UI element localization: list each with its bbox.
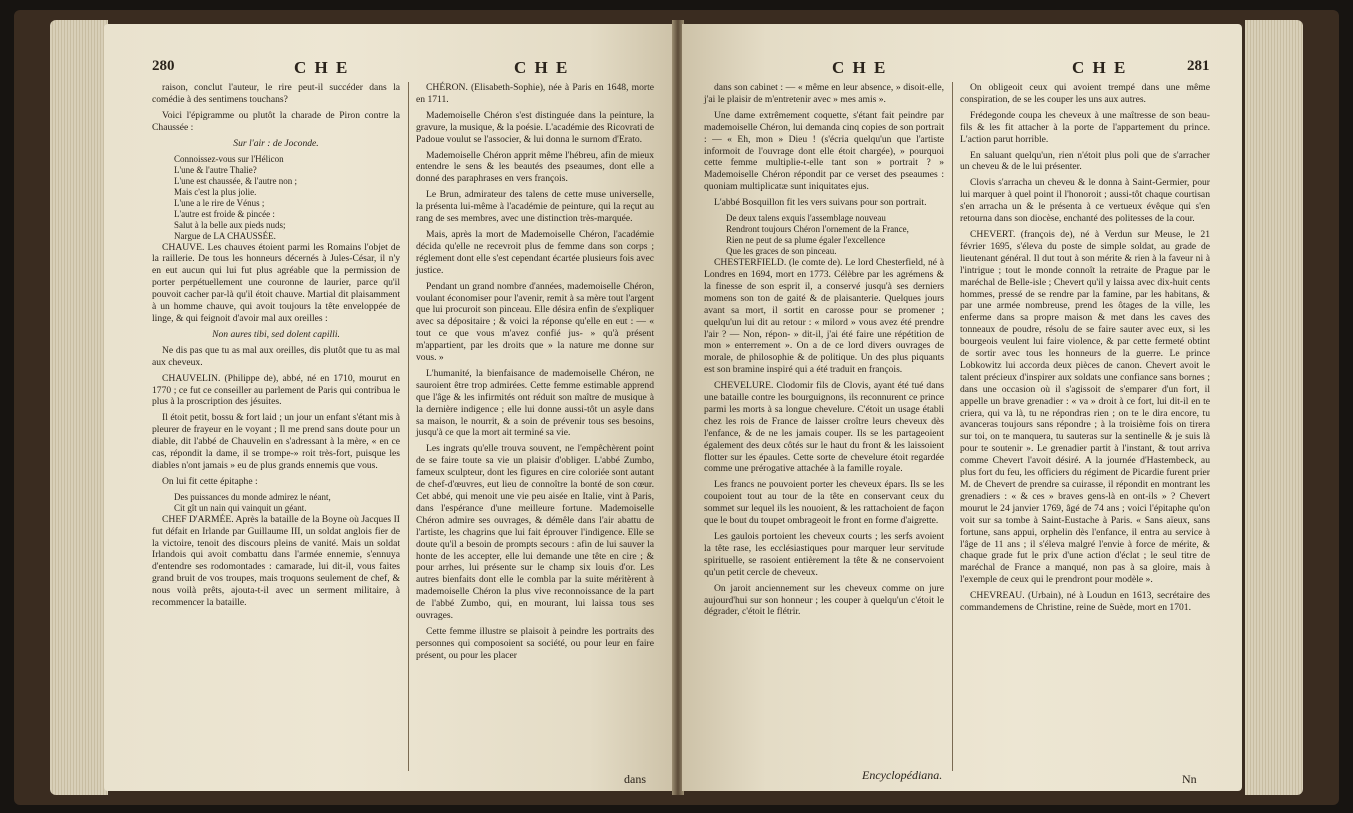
paragraph: CHEF D'ARMÉE. Après la bataille de la Boyne où Jacques II fut défait en Irlande par Guillaume III, un soldat anglois fier de la victoire, tenoit des discours pleins de vanité. Mais un soldat Irlandois qui avoit combattu dans l'armée ennemie, s'ennuya d'entendre ses rodomontades : camarade, lui dit-il, vous faites grand bruit de vos troupes, mais troquons seulement de chef, & nous voilà prêts, ajouta-t-il avec un serment militaire, à recommencer la bataille. [152, 513, 400, 609]
running-head: C H E [832, 58, 888, 77]
paragraph: De deux talens exquis l'assemblage nouveau [726, 213, 886, 224]
column-rule [952, 82, 953, 771]
paragraph: L'une & l'autre Thalie? [174, 164, 257, 175]
paragraph: Sur l'air : de Joconde. [233, 137, 319, 149]
paragraph: Voici l'épigramme ou plutôt la charade de Piron contre la Chaussée : [152, 109, 400, 133]
left-page [104, 24, 674, 791]
paragraph: On lui fit cette épitaphe : [162, 475, 258, 487]
paragraph: Que les graces de son pinceau. [726, 246, 837, 257]
running-head: C H E [1072, 58, 1128, 77]
paragraph: CHEVELURE. Clodomir fils de Clovis, ayant été tué dans une bataille contre les bourguignons, ils reconnurent ce prince parmi les morts à sa longue chevelure. C'étoit un usage établi chez les rois de France de laisser croître leurs cheveux dès l'enfance, & de ne les jamais couper. Ils se les partageoient également des deux côtés sur le haut du front & les laissoient flotter sur les épaules. Cette sorte de chevelure étoit regardée comme une prérogative attachée à la famille royale. [704, 380, 944, 475]
paragraph: Ne dis pas que tu as mal aux oreilles, dis plutôt que tu as mal aux cheveux. [152, 344, 400, 368]
paragraph: Il étoit petit, bossu & fort laid ; un jour un enfant s'étant mis à pleurer de frayeur en le voyant ; Il me prend sans doute pour un diable, dit l'abbé de Chauvelin en s'adressant à la mère, « en ce cas, répondit la dame, il se trompe-» roit très-fort, puisque les diables n'ont jamais » eu de plus grands ennemis que vous. [152, 412, 400, 471]
paragraph: Les ingrats qu'elle trouva souvent, ne l'empêchèrent point de se faire toute sa vie un plaisir d'obliger. L'abbé Zumbo, fameux sculpteur, dont les figures en cire coloriée sont autant de chef-d'œuvres, eut lieu de connoître la bonté de son cœur. Cet abbé, qui menoit une vie peu aisée en Italie, vint à Paris, dans l'espérance d'une meilleure fortune. Mademoiselle Chéron admire ses ouvrages, & démêle dans l'air abattu de l'artiste, les chagrins que lui fait éprouver l'indigence. Elle se doute qu'il a besoin de prompts secours : afin de lui sauver la honte de les accepter, elle lui demande une tête en cire ; & pour arrhes, lui présente sur le champ six louis d'or. Les autres bienfaits dont elle le combla par la suite méritèrent à mademoiselle Chéron la plus vive reconnoissance de la part de l'abbé Zumbo, qui, en mourant, lui laissa tous ses ouvrages. [416, 443, 654, 622]
paragraph: Pendant un grand nombre d'années, mademoiselle Chéron, voulant économiser pour l'avenir, remit à sa mère tout l'argent que lui procuroit son pinceau. Elle désira enfin de s'expliquer avec sa dépositaire ; & voici la réponse qu'elle en eut : — « tout ce que vous m'avez confié jus- » qu'à présent m'appartient, par les droits que » la nature me donne sur vous. » [416, 280, 654, 364]
running-head: C H E [514, 58, 570, 77]
paragraph: Mademoiselle Chéron s'est distinguée dans la peinture, la gravure, la musique, & la poésie. L'académie des Ricovrati de Padoue voulut se l'associer, & lui donna le surnom d'Erato. [416, 109, 654, 145]
paragraph: Une dame extrêmement coquette, s'étant fait peindre par mademoiselle Chéron, lui demanda cinq copies de son portrait : — « Eh, mon » Dieu ! (s'écria quelqu'un que l'artiste informoit de l'ouvrage dont elle étoit chargée), » pourquoi cette femme multiplie-t-elle tant son » portrait ? » Mademoiselle Chéron répondit par ce verset des pseaumes : quoniam multiplicatæ sunt iniquitates ejus. [704, 109, 944, 193]
text-column [960, 82, 1210, 618]
paragraph: CHÉRON. (Elisabeth-Sophie), née à Paris en 1648, morte en 1711. [416, 82, 654, 105]
paragraph: L'une a le rire de Vénus ; [174, 197, 265, 208]
paragraph: Mais, après la mort de Mademoiselle Chéron, l'académie décida qu'elle ne recevroit plus de femme dans son corps ; réglement dont elle s'est cependant écartée plusieurs fois avec justice. [416, 228, 654, 276]
paragraph: Rien ne peut de sa plume égaler l'excellence [726, 235, 886, 246]
paragraph: L'abbé Bosquillon fit les vers suivans pour son portrait. [714, 197, 927, 209]
paragraph: dans son cabinet : — « même en leur absence, » disoit-elle, j'ai le plaisir de m'entretenir avec » mes amis ». [704, 82, 944, 105]
paragraph: Des puissances du monde admirez le néant, [174, 491, 331, 502]
paragraph: Nargue de LA CHAUSSÉE. [174, 230, 276, 241]
paragraph: L'autre est froide & pincée : [174, 208, 275, 219]
paragraph: Cit gît un nain qui vainquit un géant. [174, 502, 307, 513]
paragraph: On jaroit anciennement sur les cheveux comme on jure aujourd'hui sur son honneur ; les couper à quelqu'un c'étoit le dégrader, c'étoit le flétrir. [704, 582, 944, 618]
paragraph: CHEVERT. (françois de), né à Verdun sur Meuse, le 21 février 1695, s'éleva du poste de simple soldat, au grade de lieutenant général. Il dut tout à son mérite & rien à la faveur ni à l'intrigue ; tout le monde connoît la retraite de Prague par le maréchal de Belle-isle ; Chevert qu'il y laissa avec dix-huit cents hommes, pressé de se rendre par la famine, par les habitans, & par une armée nombreuse, prend les ôtages de la ville, les enferme dans sa propre maison & met dans les caves des tonneaux de poudre, résolu de se faire sauter avec eux, si les bourgeois veulent lui faire violence, & par cette fermeté obtint de sortir avec tous les honneurs de la guerre. Le prince Lobkowitz lui accorda deux pièces de canon. Chevert avoit le talent précieux d'inspirer aux soldats une confiance sans bornes ; dans une occasion où il s'agissoit de s'emparer d'un fort, il appelle un brave grenadier : « va » droit à ce fort, lui dit-il en te criera, qui va là, tu ne répondras rien ; on te le dira encore, tu avanceras toujours sans répondre ; à la troisième fois on tirera sur toi, on te manquera, tu sauteras sur la sentinelle & je suis là pour te soutenir ». Le grenadier partit à l'instant, & tout arriva comme Chevert l'avoit désiré. A la journée d'Hastembeck, au plus fort du feu, les officiers du régiment de Picardie furent prier M. de Chevert de prendre sa cuirasse, il répondit en montrant les grenadiers : « & ces » braves gens-là en ont-ils » ? Chevert mourut le 24 janvier 1769, âgé de 74 ans ; voici l'épitaphe qu'on voit sur sa tombe à Saint-Eustache à Paris. « Sans aïeux, sans fortune, sans appui, orphelin dès l'enfance, il entra au service à l'âge de 11 ans ; il s'éleva malgré l'envie à force de mérite, & chaque grade fut le prix d'une action d'éclat ; le seul titre de maréchal de France a manqué, non pas à sa gloire, mais à l'exemple de ceux qui le prendront pour modèle ». [960, 228, 1210, 586]
paragraph: CHEVREAU. (Urbain), né à Loudun en 1613, secrétaire des commandemens de Christine, reine de Suède, mort en 1701. [960, 590, 1210, 614]
column-rule [408, 82, 409, 771]
paragraph: CHESTERFIELD. (le comte de). Le lord Chesterfield, né à Londres en 1694, mort en 1773. Célèbre par les agrémens & la finesse de son esprit il, a conservé jusqu'à ses derniers momens son ton de gaité & de plaisanterie. Quelques jours avant sa mort, il sortit en carosse pour se promener ; quelqu'un lui dit au retour : « milord » vous avez été prendre l'air ? — Non, répon- » dit-il, j'ai été faire une répétition de mon » enterrement ». On a de ce lord divers ouvrages de morale, de philosophie & de politique. Un des plus piquants est son bramine inspiré qui a été traduit en françois. [704, 257, 944, 376]
right-page [682, 24, 1242, 791]
paragraph: En saluant quelqu'un, rien n'étoit plus poli que de s'arracher un cheveu & de le lui présenter. [960, 149, 1210, 173]
text-column [704, 82, 944, 622]
paragraph: Le Brun, admirateur des talens de cette muse universelle, la présenta lui-même à l'académie de peinture, qui la reçut au rang de ses membres, avec une distinction très-marquée. [416, 189, 654, 225]
paragraph: Mais c'est la plus jolie. [174, 186, 257, 197]
paragraph: L'humanité, la bienfaisance de mademoiselle Chéron, ne sauroient être trop admirées. Cette femme estimable apprend que l'âge & les infirmités ont réduit son maître de musique à la dernière indigence ; elle lui donne aussi-tôt un asyle dans sa maison, le nourrit, & a soin de prévenir tous ses besoins, jusqu'à ce que la mort ait terminé sa vie. [416, 367, 654, 439]
paragraph: Salut à la belle aux pieds nuds; [174, 219, 286, 230]
open-book [14, 10, 1339, 805]
paragraph: Rendront toujours Chéron l'ornement de la France, [726, 224, 909, 235]
paragraph: CHAUVELIN. (Philippe de), abbé, né en 1710, mourut en 1770 ; ce fut ce conseiller au parlement de Paris qui contribua le plus à la proscription des jésuites. [152, 372, 400, 408]
paragraph: L'une est chaussée, & l'autre non ; [174, 175, 297, 186]
paragraph: Connoissez-vous sur l'Hélicon [174, 153, 284, 164]
paragraph: Frédegonde coupa les cheveux à une maîtresse de son beau-fils & les fit attacher à la porte de l'appartement du prince. L'action parut horrible. [960, 109, 1210, 145]
paragraph: Clovis s'arracha un cheveu & le donna à Saint-Germier, pour lui marquer à quel point il l'honoroit ; aussi-tôt chaque courtisan s'en arracha un & le présenta à ce vertueux évêque qui s'en retourna dans son diocèse, enchanté des politesses de la cour. [960, 177, 1210, 225]
paragraph: On obligeoit ceux qui avoient trempé dans une même conspiration, de se les couper les uns aux autres. [960, 82, 1210, 105]
paragraph: Les francs ne pouvoient porter les cheveux épars. Ils se les coupoient tout au tour de la tête en conservant ceux du sommet sur lequel ils les nouoient, & les rattachoient de façon que le bout du toupet ombrageoit le front en forme d'aigrette. [704, 479, 944, 527]
paragraph: Mademoiselle Chéron apprit même l'hébreu, afin de mieux entendre le sens & les beautés des pseaumes, dont elle a donné des paraphrases en vers françois. [416, 149, 654, 185]
paragraph: Cette femme illustre se plaisoit à peindre les portraits des personnes qui composoient sa société, ou pour leur en faire présent, ou pour les placer [416, 625, 654, 661]
paragraph: CHAUVE. Les chauves étoient parmi les Romains l'objet de la raillerie. De tous les honneurs décernés à Jules-César, il n'y en eut aucun qui lui fut plus agréable que la permission de porter perpétuellement une couronne de laurier, parce qu'il pouvoit cacher par-là qu'il étoit chauve. Martial dit plaisamment à un homme chauve, qui avoit toujours la tête enveloppée de linge, & qui feignoit d'avoir mal aux oreilles : [152, 241, 400, 324]
running-head: C H E [294, 58, 350, 77]
text-column [152, 82, 400, 613]
paragraph: raison, conclut l'auteur, le rire peut-il succéder dans la comédie à des sentimens touchans? [152, 82, 400, 105]
paragraph: Les gaulois portoient les cheveux courts ; les serfs avoient la tête rase, les ecclésiastiques pour marquer leur servitude spirituelle, se rasoient entièrement la tête & ne conservoient qu'un petit cercle de cheveux. [704, 531, 944, 578]
source-signature: Encyclopédiana. [862, 768, 943, 782]
page-number: 280 [152, 58, 175, 74]
catchword: Nn [1182, 772, 1197, 786]
right-page-edges [1245, 20, 1303, 795]
catchword: dans [624, 772, 646, 786]
paragraph: Non aures tibi, sed dolent capilli. [212, 328, 340, 340]
text-column [416, 82, 654, 666]
page-number: 281 [1187, 58, 1210, 74]
left-page-edges [50, 20, 108, 795]
